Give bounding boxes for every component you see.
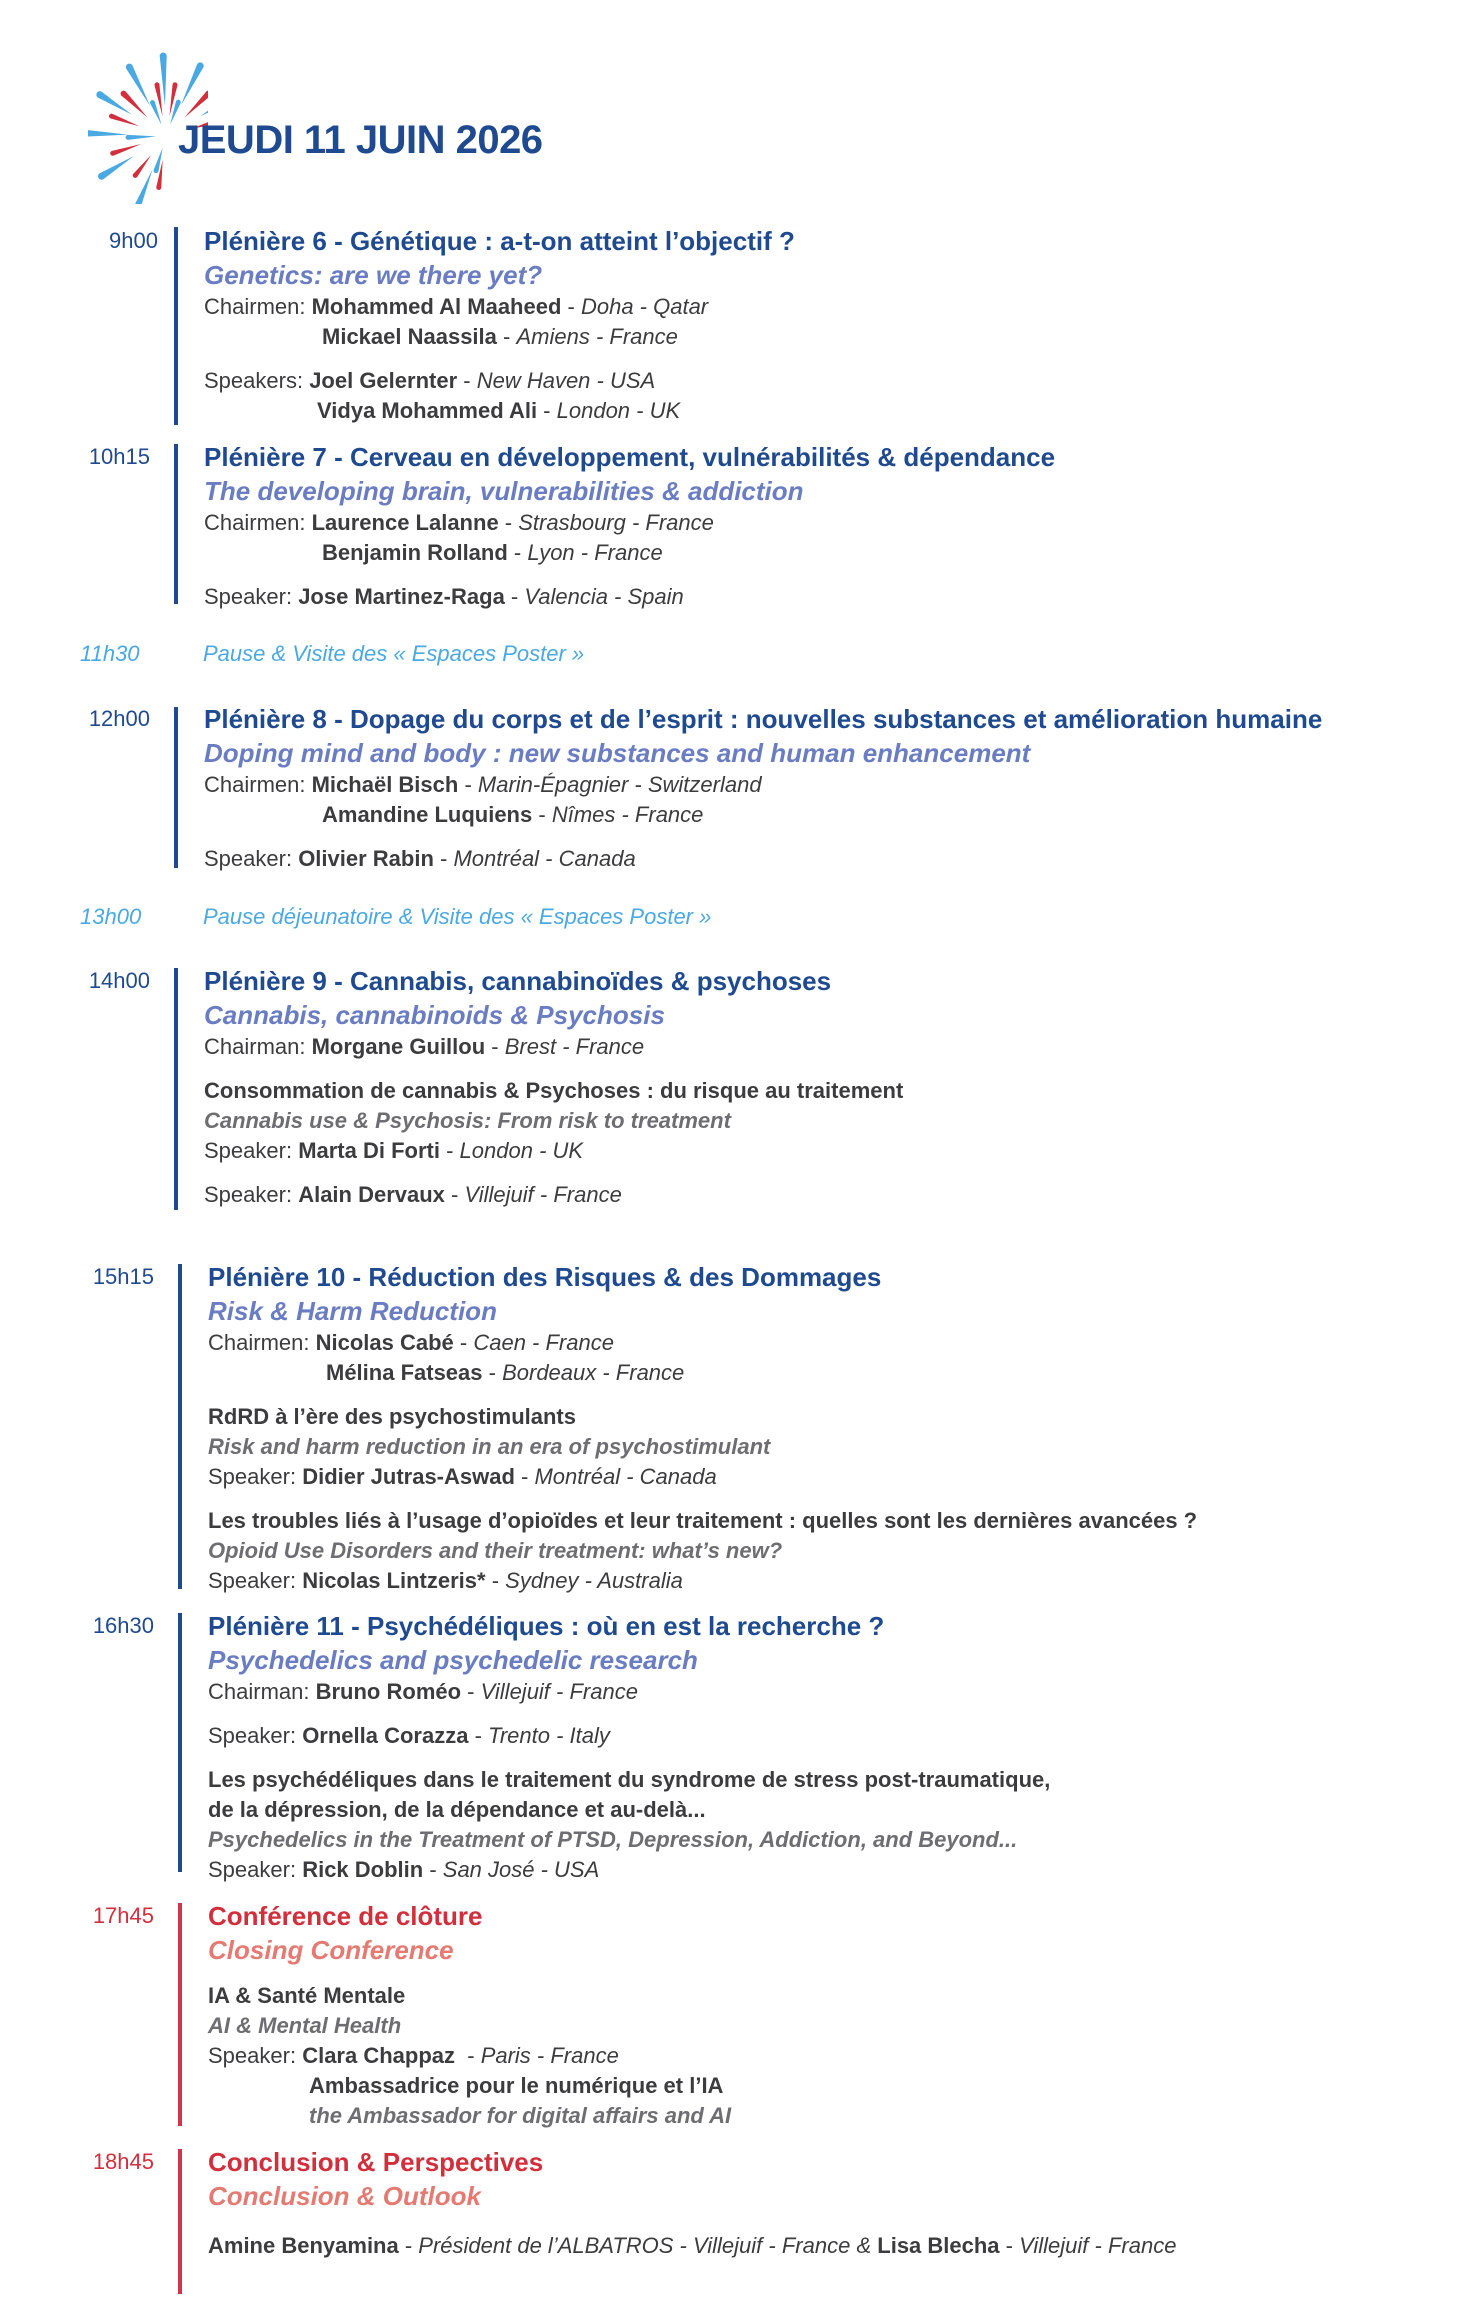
- session-block: Plénière 6 - Génétique : a-t-on atteint l’objectif ? Genetics: are we there yet? Chairmen: Mohammed Al Maaheed - Doha - Qatar Mickael Naassila - Amiens - France Speakers: Joel Gelernter - New Haven - USA Vidya Mohammed Ali - London - UK: [204, 226, 795, 423]
- firework-droplet: [110, 144, 141, 156]
- session-title-en: The developing brain, vulnerabilities & addiction: [204, 476, 804, 506]
- session-title-en: Genetics: are we there yet?: [204, 260, 543, 290]
- speaker-label: Speaker:: [204, 584, 293, 609]
- speaker-location: Président de l’ALBATROS - Villejuif - France: [418, 2233, 851, 2258]
- session-time: 14h00: [88, 968, 150, 993]
- firework-droplet: [133, 155, 152, 178]
- session-title-en: Doping mind and body : new substances and human enhancement: [204, 738, 1031, 768]
- chair-name: Laurence Lalanne: [311, 510, 499, 535]
- session-time: 12h00: [88, 706, 150, 731]
- chair-location: Lyon - France: [527, 540, 663, 565]
- firework-droplet: [126, 135, 156, 140]
- speaker-label: Speaker:: [208, 2043, 297, 2068]
- talk-title-fr: Consommation de cannabis & Psychoses : du risque au traitement: [204, 1078, 904, 1103]
- speaker-name: Lisa Blecha: [877, 2233, 1000, 2258]
- session-title-fr: Plénière 8 - Dopage du corps et de l’esprit : nouvelles substances et amélioration humaine: [204, 704, 1323, 734]
- speaker-label: Speakers:: [204, 368, 304, 393]
- chair-name: Mélina Fatseas: [326, 1360, 483, 1385]
- speaker-name: Alain Dervaux: [298, 1182, 445, 1207]
- closing-block: Conférence de clôture Closing Conference IA & Santé Mentale AI & Mental Health Speaker: Clara Chappaz - Paris - France Ambassadrice pour le numérique et l’IA the Ambassador for digital affairs and AI: [208, 1899, 731, 2131]
- chair-location: Marin-Épagnier - Switzerland: [477, 772, 762, 797]
- firework-droplet: [109, 114, 140, 127]
- page-title: JEUDI 11 JUIN 2026: [178, 118, 543, 162]
- chair-label: Chairmen:: [208, 1330, 310, 1355]
- session-title-fr: Plénière 7 - Cerveau en développement, vulnérabilités & dépendance: [204, 442, 1056, 472]
- talk-title-en: Risk and harm reduction in an era of psychostimulant: [208, 1434, 771, 1459]
- session-divider: [178, 1613, 182, 1872]
- speaker-location: Valencia - Spain: [524, 584, 684, 609]
- speaker-name: Clara Chappaz: [302, 2043, 456, 2068]
- session-block: Plénière 9 - Cannabis, cannabinoïdes & psychoses Cannabis, cannabinoids & Psychosis Chairman: Morgane Guillou - Brest - France Consommation de cannabis & Psychoses : du risque au traitement Cannabis use & Psychosis: From risk to treatment Speaker: Marta Di Forti - London - UK Speaker: Alain Dervaux - Villejuif - France: [204, 966, 904, 1207]
- speaker-location: Villejuif - France: [1019, 2233, 1177, 2258]
- speaker-label: Speaker:: [208, 1723, 297, 1748]
- speaker-label: Speaker:: [204, 846, 293, 871]
- speaker-location: New Haven - USA: [476, 368, 656, 393]
- speaker-name: Joel Gelernter: [309, 368, 458, 393]
- closing-time: 17h45: [92, 1903, 154, 1928]
- conclusion-title-fr: Conclusion & Perspectives: [208, 2147, 544, 2177]
- session-title-fr: Plénière 10 - Réduction des Risques & des Dommages: [208, 1262, 882, 1292]
- chair-location: Brest - France: [504, 1034, 645, 1059]
- session-title-fr: Plénière 11 - Psychédéliques : où en est la recherche ?: [208, 1611, 885, 1641]
- chair-location: Strasbourg - France: [518, 510, 714, 535]
- session-divider: [178, 1264, 182, 1589]
- speaker-location: Paris - France: [480, 2043, 619, 2068]
- speaker-label: Speaker:: [208, 1568, 297, 1593]
- speaker-name: Olivier Rabin: [298, 846, 434, 871]
- chair-location: Villejuif - France: [480, 1679, 638, 1704]
- speaker-location: Montréal - Canada: [534, 1464, 717, 1489]
- speaker-location: Montréal - Canada: [453, 846, 636, 871]
- talk-title-fr: Les psychédéliques dans le traitement du syndrome de stress post-traumatique,: [208, 1767, 1051, 1792]
- speaker-label: Speaker:: [208, 1857, 297, 1882]
- speaker-role-fr: Ambassadrice pour le numérique et l’IA: [309, 2073, 724, 2098]
- speaker-name: Rick Doblin: [302, 1857, 424, 1882]
- speaker-role-en: the Ambassador for digital affairs and AI: [309, 2103, 732, 2128]
- chair-location: Caen - France: [473, 1330, 614, 1355]
- speaker-label: Speaker:: [204, 1138, 293, 1163]
- conclusion-divider: [178, 2149, 182, 2294]
- chair-name: Nicolas Cabé: [315, 1330, 454, 1355]
- chair-name: Mohammed Al Maaheed: [311, 294, 562, 319]
- session-title-en: Psychedelics and psychedelic research: [208, 1645, 698, 1675]
- talk-title-en: Cannabis use & Psychosis: From risk to treatment: [204, 1108, 731, 1133]
- firework-droplet: [88, 130, 128, 137]
- talk-title-fr: de la dépression, de la dépendance et au-delà...: [208, 1797, 706, 1822]
- session-title-en: Risk & Harm Reduction: [208, 1296, 497, 1326]
- session-divider: [174, 444, 178, 604]
- session-time: 16h30: [92, 1613, 154, 1638]
- talk-title-fr: RdRD à l’ère des psychostimulants: [208, 1404, 576, 1429]
- session-divider: [174, 968, 178, 1210]
- speaker-name: Amine Benyamina: [208, 2233, 399, 2258]
- speaker-label: Speaker:: [208, 1464, 297, 1489]
- chair-name: Benjamin Rolland: [322, 540, 508, 565]
- speaker-location: London - UK: [459, 1138, 584, 1163]
- session-time: 10h15: [88, 444, 150, 469]
- chair-name: Morgane Guillou: [311, 1034, 486, 1059]
- conjunction: &: [856, 2233, 872, 2258]
- session-divider: [174, 227, 178, 425]
- chair-label: Chairman:: [208, 1679, 310, 1704]
- speaker-name: Vidya Mohammed Ali: [317, 398, 538, 423]
- speaker-location: San José - USA: [442, 1857, 600, 1882]
- speaker-name: Jose Martinez-Raga: [298, 584, 505, 609]
- session-block: Plénière 11 - Psychédéliques : où en est la recherche ? Psychedelics and psychedelic research Chairman: Bruno Roméo - Villejuif - France Speaker: Ornella Corazza - Trento - Italy Les psychédéliques dans le traitement du syndrome de stress post-traumatique, de la dépression, de la dépendance et au-delà... Psychedelics in the Treatment of PTSD, Depression, Addiction, and Beyond... Speaker: Rick Doblin - San José - USA: [208, 1611, 1051, 1882]
- pause-time: 11h30: [80, 641, 140, 666]
- closing-title-en: Closing Conference: [208, 1935, 454, 1965]
- chair-label: Chairmen:: [204, 294, 306, 319]
- chair-location: Bordeaux - France: [502, 1360, 685, 1385]
- talk-title-en: Opioid Use Disorders and their treatment: what’s new?: [208, 1538, 783, 1563]
- speaker-location: Trento - Italy: [488, 1723, 610, 1748]
- closing-title-fr: Conférence de clôture: [208, 1901, 483, 1931]
- closing-divider: [178, 1903, 182, 2126]
- speaker-name: Ornella Corazza: [302, 1723, 469, 1748]
- speaker-location: Sydney - Australia: [505, 1568, 683, 1593]
- speaker-name: Nicolas Lintzeris*: [302, 1568, 486, 1593]
- speaker-name: Didier Jutras-Aswad: [302, 1464, 515, 1489]
- chair-name: Amandine Luquiens: [322, 802, 533, 827]
- session-time: 9h00: [109, 228, 158, 253]
- session-block: Plénière 7 - Cerveau en développement, vulnérabilités & dépendance The developing brain, vulnerabilities & addiction Chairmen: Laurence Lalanne - Strasbourg - France Benjamin Rolland - Lyon - France Speaker: Jose Martinez-Raga - Valencia - Spain: [204, 442, 1056, 609]
- session-title-en: Cannabis, cannabinoids & Psychosis: [204, 1000, 665, 1030]
- session-title-fr: Plénière 9 - Cannabis, cannabinoïdes & psychoses: [204, 966, 832, 996]
- speaker-location: London - UK: [556, 398, 681, 423]
- speaker-location: Villejuif - France: [464, 1182, 622, 1207]
- chair-label: Chairmen:: [204, 510, 306, 535]
- conclusion-title-en: Conclusion & Outlook: [208, 2181, 481, 2211]
- talk-title-en: AI & Mental Health: [208, 2013, 402, 2038]
- speaker-label: Speaker:: [204, 1182, 293, 1207]
- chair-location: Nîmes - France: [551, 802, 704, 827]
- speaker-name: Marta Di Forti: [298, 1138, 440, 1163]
- firework-droplet: [160, 53, 167, 106]
- session-time: 15h15: [92, 1264, 154, 1289]
- conclusion-block: Conclusion & Perspectives Conclusion & Outlook Amine Benyamina - Président de l’ALBATROS - Villejuif - France & Lisa Blecha - Villejuif - France: [208, 2147, 1177, 2258]
- chair-location: Amiens - France: [516, 324, 678, 349]
- talk-title-fr: IA & Santé Mentale: [208, 1983, 406, 2008]
- firework-droplet: [98, 156, 134, 180]
- chair-name: Michaël Bisch: [311, 772, 459, 797]
- session-title-fr: Plénière 6 - Génétique : a-t-on atteint l’objectif ?: [204, 226, 795, 256]
- pause-label: Pause & Visite des « Espaces Poster »: [203, 641, 585, 666]
- chair-location: Doha - Qatar: [580, 294, 709, 319]
- chair-name: Mickael Naassila: [322, 324, 497, 349]
- conclusion-time: 18h45: [92, 2149, 154, 2174]
- session-block: Plénière 10 - Réduction des Risques & des Dommages Risk & Harm Reduction Chairmen: Nicolas Cabé - Caen - France Mélina Fatseas - Bordeaux - France RdRD à l’ère des psychostimulants Risk and harm reduction in an era of psychostimulant Speaker: Didier Jutras-Aswad - Montréal - Canada Les troubles liés à l’usage d’opioïdes et leur traitement : quelles sont les dernières avancées ? Opioid Use Disorders and their treatment: what’s new? Speaker: Nicolas Lintzeris* - Sydney - Australia: [208, 1262, 1198, 1593]
- chair-label: Chairmen:: [204, 772, 306, 797]
- session-divider: [174, 707, 178, 868]
- session-block: Plénière 8 - Dopage du corps et de l’esprit : nouvelles substances et amélioration humaine Doping mind and body : new substances and human enhancement Chairmen: Michaël Bisch - Marin-Épagnier - Switzerland Amandine Luquiens - Nîmes - France Speaker: Olivier Rabin - Montréal - Canada: [204, 704, 1323, 871]
- pause-label: Pause déjeunatoire & Visite des « Espaces Poster »: [203, 904, 712, 929]
- chair-name: Bruno Roméo: [315, 1679, 462, 1704]
- talk-title-fr: Les troubles liés à l’usage d’opioïdes et leur traitement : quelles sont les dernières avancées ?: [208, 1508, 1198, 1533]
- pause-time: 13h00: [80, 904, 142, 929]
- talk-title-en: Psychedelics in the Treatment of PTSD, Depression, Addiction, and Beyond...: [208, 1827, 1018, 1852]
- chair-label: Chairman:: [204, 1034, 306, 1059]
